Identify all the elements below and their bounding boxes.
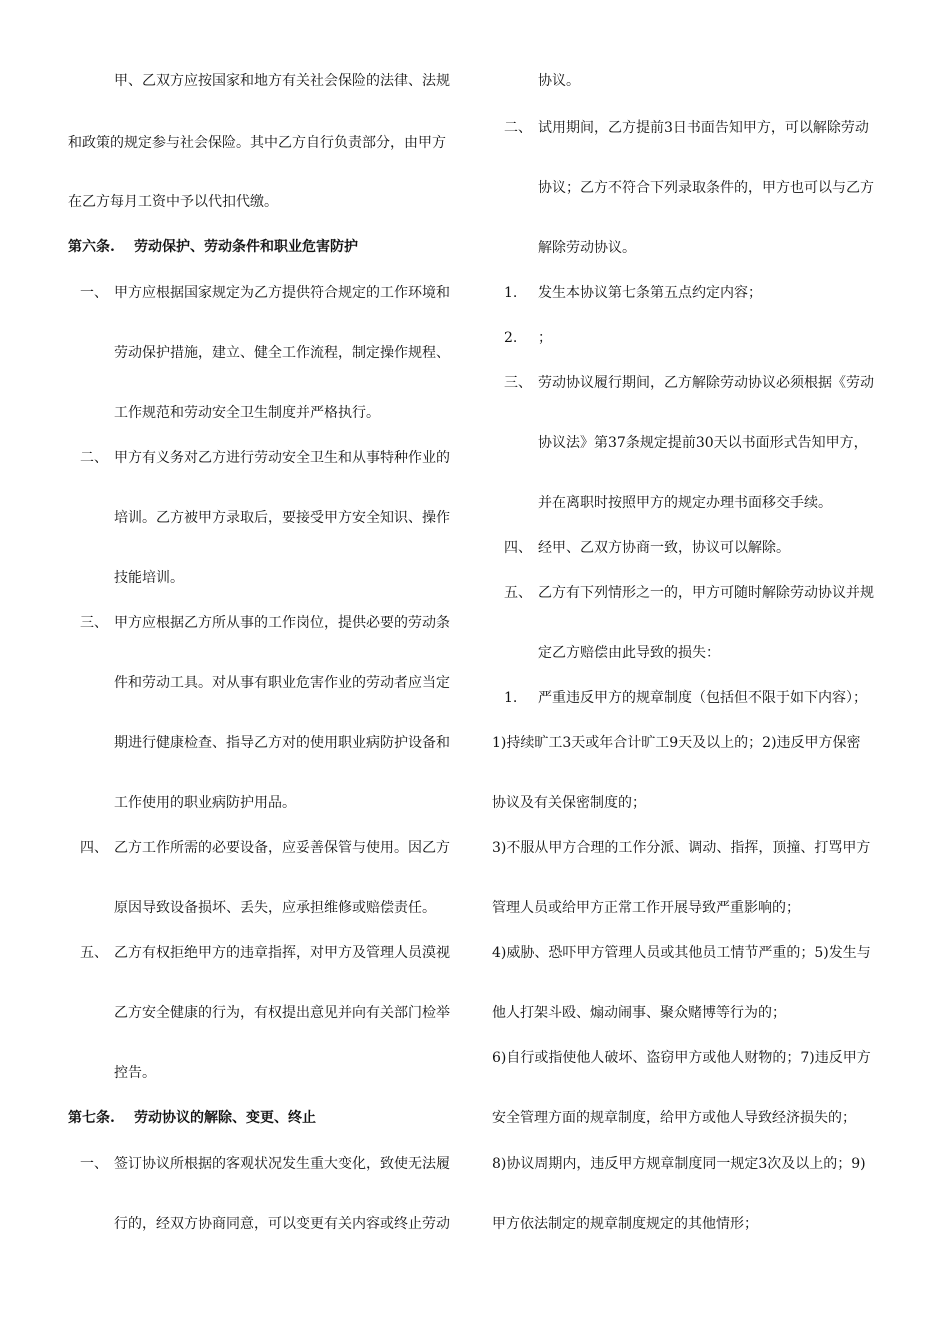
item-line: 并在离职时按照甲方的规定办理书面移交手续。: [538, 495, 832, 511]
item-number: 1.: [504, 285, 518, 301]
clause-line: 管理人员或给甲方正常工作开展导致严重影响的；: [492, 900, 800, 916]
item-line: 培训。乙方被甲方录取后，要接受甲方安全知识、操作: [114, 510, 450, 526]
clause-line: 甲方依法制定的规章制度规定的其他情形；: [492, 1216, 758, 1232]
intro-line: 和政策的规定参与社会保险。其中乙方自行负责部分，由甲方: [68, 135, 446, 151]
item-line: 控告。: [114, 1065, 156, 1081]
item-line: 工作使用的职业病防护用品。: [114, 795, 296, 811]
intro-line: 甲、乙双方应按国家和地方有关社会保险的法律、法规: [114, 73, 450, 89]
clause-line: 6)自行或指使他人破坏、盗窃甲方或他人财物的；7)违反甲方: [492, 1050, 871, 1066]
item-number: 四、: [504, 540, 532, 556]
clause-line: 3)不服从甲方合理的工作分派、调动、指挥，顶撞、打骂甲方: [492, 840, 871, 856]
item-line: 行的，经双方协商同意，可以变更有关内容或终止劳动: [114, 1216, 450, 1232]
item-line: 甲方应根据乙方所从事的工作岗位，提供必要的劳动条: [114, 615, 450, 631]
clause-line: 1)持续旷工3天或年合计旷工9天及以上的；2)违反甲方保密: [492, 735, 861, 751]
item-line: 试用期间，乙方提前3日书面告知甲方，可以解除劳动: [538, 120, 869, 136]
item-number: 四、: [80, 840, 108, 856]
item-line: 技能培训。: [114, 570, 184, 586]
item-number: 二、: [80, 450, 108, 466]
clause-line: 4)威胁、恐吓甲方管理人员或其他员工情节严重的；5)发生与: [492, 945, 871, 961]
item-number: 五、: [80, 945, 108, 961]
clause-line: 安全管理方面的规章制度，给甲方或他人导致经济损失的；: [492, 1110, 856, 1126]
item-line: 原因导致设备损坏、丢失，应承担维修或赔偿责任。: [114, 900, 436, 916]
item-line: 严重违反甲方的规章制度（包括但不限于如下内容）；: [538, 690, 867, 706]
item-line: 乙方有权拒绝甲方的违章指挥，对甲方及管理人员漠视: [114, 945, 450, 961]
clause-line: 8)协议周期内，违反甲方规章制度同一规定3次及以上的；9): [492, 1156, 866, 1172]
item-line: 解除劳动协议。: [538, 240, 636, 256]
item-line: 乙方有下列情形之一的，甲方可随时解除劳动协议并规: [538, 585, 874, 601]
item-line: 工作规范和劳动安全卫生制度并严格执行。: [114, 405, 380, 421]
item-number: 1.: [504, 690, 518, 706]
item-line: 协议法》第37条规定提前30天以书面形式告知甲方，: [538, 435, 868, 451]
item-line: 签订协议所根据的客观状况发生重大变化，致使无法履: [114, 1156, 450, 1172]
item-number: 三、: [504, 375, 532, 391]
item-line: 甲方有义务对乙方进行劳动安全卫生和从事特种作业的: [114, 450, 450, 466]
article-6-number: 第六条.: [68, 239, 115, 255]
item-line: ；: [538, 330, 552, 346]
intro-line: 在乙方每月工资中予以代扣代缴。: [68, 194, 278, 210]
item-number: 三、: [80, 615, 108, 631]
item-number: 二、: [504, 120, 532, 136]
article-7-title: 劳动协议的解除、变更、终止: [134, 1110, 316, 1126]
item-line: 协议；乙方不符合下列录取条件的，甲方也可以与乙方: [538, 180, 874, 196]
item-line: 甲方应根据国家规定为乙方提供符合规定的工作环境和: [114, 285, 450, 301]
article-6-title: 劳动保护、劳动条件和职业危害防护: [134, 239, 358, 255]
clause-line: 他人打架斗殴、煽动闹事、聚众赌博等行为的；: [492, 1005, 786, 1021]
article-7-number: 第七条.: [68, 1110, 115, 1126]
item-line: 乙方安全健康的行为，有权提出意见并向有关部门检举: [114, 1005, 450, 1021]
item-line: 件和劳动工具。对从事有职业危害作业的劳动者应当定: [114, 675, 450, 691]
clause-line: 协议及有关保密制度的；: [492, 795, 646, 811]
item-number: 2.: [504, 330, 518, 346]
item-line: 定乙方赔偿由此导致的损失：: [538, 645, 720, 661]
item-line: 乙方工作所需的必要设备，应妥善保管与使用。因乙方: [114, 840, 450, 856]
item-line: 经甲、乙双方协商一致，协议可以解除。: [538, 540, 790, 556]
item-line: 期进行健康检查、指导乙方对的使用职业病防护设备和: [114, 735, 450, 751]
item-line: 劳动保护措施，建立、健全工作流程，制定操作规程、: [114, 345, 450, 361]
item-line: 劳动协议履行期间，乙方解除劳动协议必须根据《劳动: [538, 375, 874, 391]
item-number: 一、: [80, 1156, 108, 1172]
item-number: 一、: [80, 285, 108, 301]
item-line: 发生本协议第七条第五点约定内容；: [538, 285, 762, 301]
item-number: 五、: [504, 585, 532, 601]
continued-line: 协议。: [538, 73, 580, 89]
